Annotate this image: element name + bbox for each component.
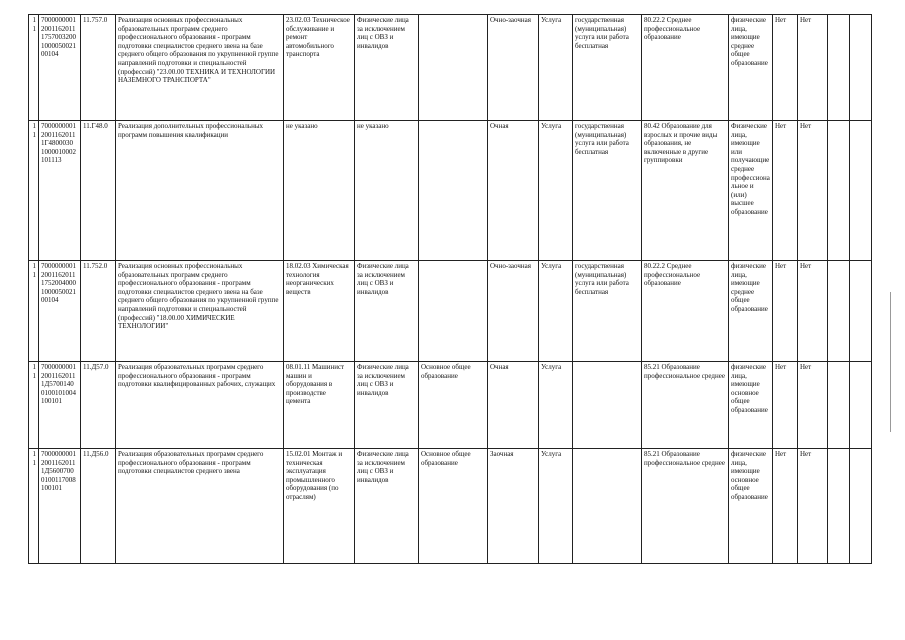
study-form-cell: Очно-заочная — [488, 261, 539, 362]
table-row — [29, 15, 872, 121]
empty-cell — [850, 449, 872, 564]
education-level-cell: Основное общее образование — [419, 449, 488, 564]
flag2-cell: Нет — [798, 121, 828, 261]
service-id-cell: 11.752.0 — [81, 261, 116, 362]
consumers-cell: физические лица, имеющие среднее общее образование — [729, 15, 773, 121]
payment-cell: государственная (муниципальная) услуга или работа бесплатная — [573, 15, 642, 121]
table-row — [29, 121, 872, 261]
flag1-cell: Нет — [773, 15, 798, 121]
payment-cell — [573, 449, 642, 564]
type-cell: Услуга — [539, 449, 573, 564]
service-name-cell: Реализация дополнительных профессиональных программ повышения квалификации — [116, 121, 284, 261]
service-id-cell: 11.Г48.0 — [81, 121, 116, 261]
empty-cell — [828, 449, 850, 564]
empty-cell — [850, 261, 872, 362]
empty-cell — [850, 121, 872, 261]
row-number-cell: 11 — [29, 449, 39, 564]
consumers-cell: физические лица, имеющие среднее общее образование — [729, 261, 773, 362]
category-cell: не указано — [355, 121, 419, 261]
type-cell: Услуга — [539, 15, 573, 121]
category-cell: Физические лица за исключением лиц с ОВЗ и инвалидов — [355, 449, 419, 564]
category-cell: Физические лица за исключением лиц с ОВЗ и инвалидов — [355, 261, 419, 362]
row-number-cell: 11 — [29, 121, 39, 261]
flag1-cell: Нет — [773, 261, 798, 362]
type-cell: Услуга — [539, 121, 573, 261]
flag2-cell: Нет — [798, 261, 828, 362]
payment-cell: государственная (муниципальная) услуга или работа бесплатная — [573, 121, 642, 261]
education-level-cell — [419, 15, 488, 121]
services-register-table — [28, 14, 872, 564]
flag2-cell: Нет — [798, 15, 828, 121]
service-name-cell: Реализация образовательных программ среднего профессионального образования - программ подготовки квалифицированных рабочих, служащих — [116, 362, 284, 449]
registry-code-cell: 7000000001 2001162011 1Д5600700 0100117008 100101 — [39, 449, 81, 564]
type-cell: Услуга — [539, 362, 573, 449]
okved-cell: 85.21 Образование профессиональное среднее — [642, 449, 729, 564]
flag1-cell: Нет — [773, 449, 798, 564]
registry-code-cell: 7000000001 2001162011 1Д5700140 0100101004 100101 — [39, 362, 81, 449]
empty-cell — [828, 121, 850, 261]
service-id-cell: 11.Д56.0 — [81, 449, 116, 564]
row-number-cell: 11 — [29, 15, 39, 121]
consumers-cell: физические лица, имеющие основное общее образование — [729, 449, 773, 564]
study-form-cell: Очная — [488, 121, 539, 261]
table-row — [29, 261, 872, 362]
specialty-cell: 23.02.03 Техническое обслуживание и ремонт автомобильного транспорта — [284, 15, 355, 121]
flag1-cell: Нет — [773, 121, 798, 261]
table-row — [29, 449, 872, 564]
service-name-cell: Реализация образовательных программ среднего профессионального образования - программ подготовки специалистов среднего звена — [116, 449, 284, 564]
row-number-cell: 11 — [29, 362, 39, 449]
specialty-cell: 08.01.11 Машинист машин и оборудования в производстве цемента — [284, 362, 355, 449]
consumers-cell: Физические лица, имеющие или получающие среднее профессиональное и (или) высшее образование — [729, 121, 773, 261]
empty-cell — [850, 15, 872, 121]
empty-cell — [850, 362, 872, 449]
empty-cell — [828, 15, 850, 121]
type-cell: Услуга — [539, 261, 573, 362]
education-level-cell — [419, 121, 488, 261]
row-number-cell: 11 — [29, 261, 39, 362]
category-cell: Физические лица за исключением лиц с ОВЗ и инвалидов — [355, 15, 419, 121]
education-level-cell: Основное общее образование — [419, 362, 488, 449]
flag2-cell: Нет — [798, 449, 828, 564]
specialty-cell: не указано — [284, 121, 355, 261]
service-id-cell: 11.757.0 — [81, 15, 116, 121]
table-row — [29, 362, 872, 449]
flag2-cell: Нет — [798, 362, 828, 449]
empty-cell — [828, 261, 850, 362]
registry-code-cell: 7000000001 2001162011 1752004000 1000050021 00104 — [39, 261, 81, 362]
specialty-cell: 15.02.01 Монтаж и техническая эксплуатация промышленного оборудования (по отраслям) — [284, 449, 355, 564]
empty-cell — [828, 362, 850, 449]
okved-cell: 80.42 Образование для взрослых и прочие виды образования, не включенные в другие группировки — [642, 121, 729, 261]
payment-cell: государственная (муниципальная) услуга или работа бесплатная — [573, 261, 642, 362]
specialty-cell: 18.02.03 Химическая технология неорганических веществ — [284, 261, 355, 362]
study-form-cell: Очно-заочная — [488, 15, 539, 121]
service-name-cell: Реализация основных профессиональных образовательных программ среднего профессионального образования - программ подготовки специалистов среднего звена на базе среднего общего образования по укрупненной группе направлений подготовки и специальностей (профессий) "23.00.00 ТЕХНИКА И ТЕХНОЛОГИИ НАЗЕМНОГО ТРАНСПОРТА" — [116, 15, 284, 121]
okved-cell: 80.22.2 Среднее профессиональное образование — [642, 261, 729, 362]
okved-cell: 80.22.2 Среднее профессиональное образование — [642, 15, 729, 121]
service-name-cell: Реализация основных профессиональных образовательных программ среднего профессионального образования - программ подготовки специалистов среднего звена на базе среднего общего образования по укрупненной группе направлений подготовки и специальностей (профессий) "18.00.00 ХИМИЧЕСКИЕ ТЕХНОЛОГИИ" — [116, 261, 284, 362]
registry-code-cell: 7000000001 2001162011 1Г4800030 1000010002 101113 — [39, 121, 81, 261]
study-form-cell: Заочная — [488, 449, 539, 564]
education-level-cell — [419, 261, 488, 362]
scan-edge-line — [890, 292, 891, 432]
category-cell: Физические лица за исключением лиц с ОВЗ и инвалидов — [355, 362, 419, 449]
flag1-cell: Нет — [773, 362, 798, 449]
okved-cell: 85.21 Образование профессиональное среднее — [642, 362, 729, 449]
consumers-cell: физические лица, имеющие основное общее образование — [729, 362, 773, 449]
payment-cell — [573, 362, 642, 449]
table-body — [29, 15, 872, 564]
registry-code-cell: 7000000001 2001162011 1757003200 1000050021 00104 — [39, 15, 81, 121]
service-id-cell: 11.Д57.0 — [81, 362, 116, 449]
study-form-cell: Очная — [488, 362, 539, 449]
